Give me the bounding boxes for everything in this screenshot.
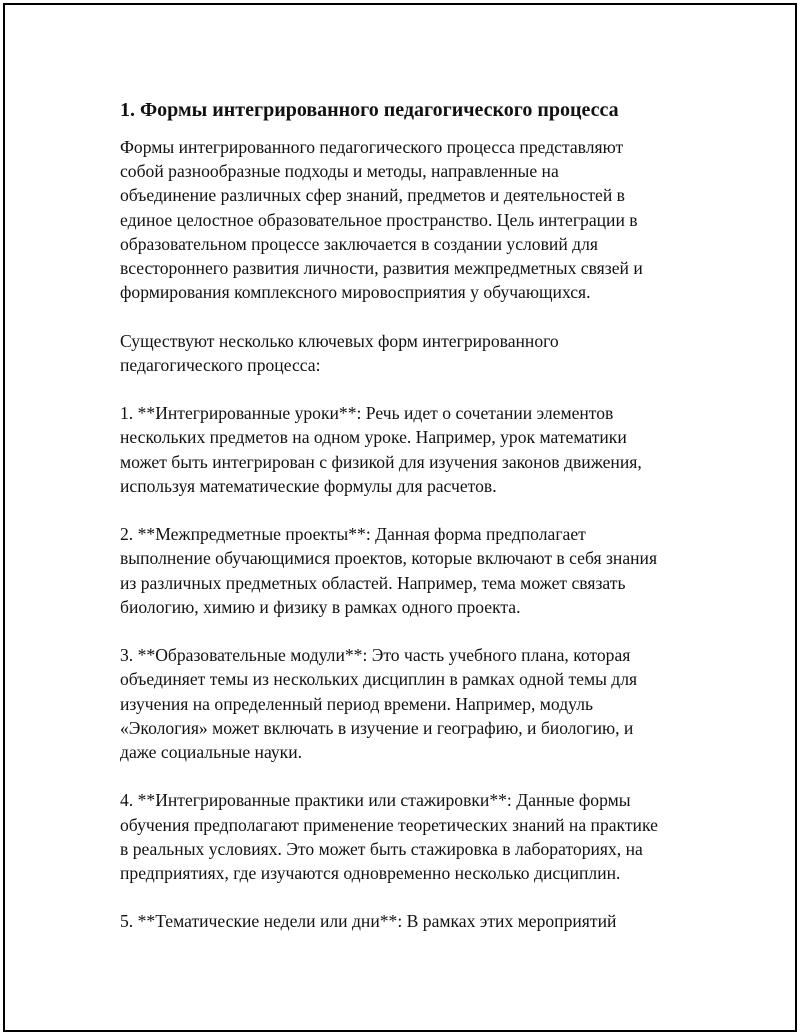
page-title: 1. Формы интегрированного педагогического процесса bbox=[120, 99, 619, 121]
text-line: объединение различных сфер знаний, предметов и деятельностей в bbox=[120, 185, 625, 206]
text-line: в реальных условиях. Это может быть стажировка в лабораториях, на bbox=[120, 838, 643, 859]
text-line: образовательном процессе заключается в создании условий для bbox=[120, 233, 598, 254]
text-line: Существуют несколько ключевых форм интегрированного bbox=[120, 330, 559, 351]
document-body bbox=[120, 97, 720, 934]
text-line: из различных предметных областей. Например, тема может связать bbox=[120, 572, 626, 593]
text-line: используя математические формулы для расчетов. bbox=[120, 475, 497, 496]
paragraph-item-2 bbox=[120, 522, 720, 619]
text-line: объединяет темы из нескольких дисциплин в рамках одной темы для bbox=[120, 669, 638, 690]
text-line: 4. **Интегрированные практики или стажировки**: Данные формы bbox=[120, 790, 631, 811]
text-line: 5. **Тематические недели или дни**: В рамках этих мероприятий bbox=[120, 911, 617, 932]
text-line: 2. **Межпредметные проекты**: Данная форма предполагает bbox=[120, 524, 586, 545]
text-line: выполнение обучающимися проектов, которые включают в себя знания bbox=[120, 548, 658, 569]
text-line: единое целостное образовательное пространство. Цель интеграции в bbox=[120, 209, 638, 230]
paragraph-item-3 bbox=[120, 643, 720, 764]
text-line: 1. **Интегрированные уроки**: Речь идет о сочетании элементов bbox=[120, 403, 614, 424]
text-line: предприятиях, где изучаются одновременно несколько дисциплин. bbox=[120, 863, 621, 884]
text-line: может быть интегрирован с физикой для изучения законов движения, bbox=[120, 451, 642, 472]
text-line: всестороннего развития личности, развития межпредметных связей и bbox=[120, 258, 643, 279]
text-line: Формы интегрированного педагогического процесса представляют bbox=[120, 137, 624, 157]
text-line: изучения на определенный период времени. Например, модуль bbox=[120, 693, 594, 714]
text-line: педагогического процесса: bbox=[120, 354, 321, 375]
text-line: обучения предполагают применение теоретических знаний на практике bbox=[120, 814, 658, 835]
paragraph-item-4 bbox=[120, 788, 720, 885]
page-frame bbox=[3, 3, 797, 1032]
text-line: собой разнообразные подходы и методы, направленные на bbox=[120, 161, 559, 182]
text-line: формирования комплексного мировосприятия у обучающихся. bbox=[120, 282, 591, 303]
text-line: даже социальные науки. bbox=[120, 742, 303, 763]
paragraph-forms-intro bbox=[120, 329, 720, 377]
text-line: биологию, химию и физику в рамках одного проекта. bbox=[120, 596, 521, 617]
paragraph-item-5 bbox=[120, 909, 720, 933]
paragraph-intro bbox=[120, 135, 720, 304]
text-line: нескольких предметов на одном уроке. Например, урок математики bbox=[120, 427, 627, 448]
paragraph-item-1 bbox=[120, 401, 720, 498]
text-line: «Экология» может включать в изучение и географию, и биологию, и bbox=[120, 717, 634, 738]
text-line: 3. **Образовательные модули**: Это часть учебного плана, которая bbox=[120, 645, 631, 666]
